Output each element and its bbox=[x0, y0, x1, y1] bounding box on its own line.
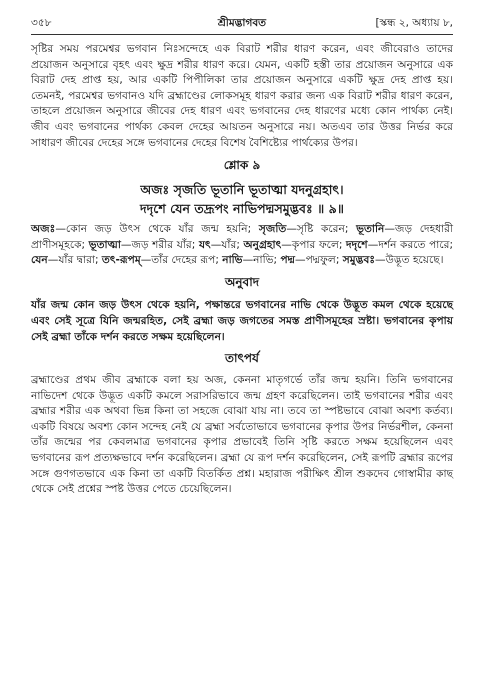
header-rule bbox=[31, 34, 453, 35]
intro-paragraph: সৃষ্টির সময় পরমেশ্বর ভগবান নিঃসন্দেহে এক বিরাট শরীর ধারণ করেন, এবং জীবেরাও তাদের প্রয়োজন অনুসারে বৃহৎ এবং ক্ষুদ্র শরীর ধারণ করে। যেমন, একটি হস্তী তার প্রয়োজন অনুসারে এক বিরাট দেহ প্রাপ্ত হয়, আর একটি পিপীলিকা তার প্রয়োজন অনুসারে একটি ক্ষুদ্র দেহ প্রাপ্ত হয়। তেমনই, পরমেশ্বর ভগবানও যদি ব্রহ্মাণ্ডের লোকসমূহ ধারণ করার জন্য এক বিরাট শরীর ধারণ করেন, তাহলে প্রয়োজন অনুসারে জীবের দেহ ধারণ এবং ভগবানের দেহ ধারণের মধ্যে কোন পার্থক্য নেই। জীব এবং ভগবানের পার্থক্য কেবল দেহের আয়তন অনুসারে নয়। অতএব তার উত্তর নির্ভর করে সাধারণ জীবের দেহের সঙ্গে ভগবানের দেহের বিশেষ বৈশিষ্ট্যের পার্থক্যের উপর। bbox=[31, 43, 453, 149]
synonym-word: সৃজতি bbox=[258, 223, 287, 236]
page-body bbox=[31, 42, 453, 498]
section-reference: [স্কন্ধ ২, অধ্যায় ৮, bbox=[375, 17, 453, 29]
synonym-word: অনুগ্রহাৎ bbox=[243, 238, 282, 251]
synonym-word: ভূতাত্মা bbox=[88, 238, 121, 251]
synonym-word: অজঃ bbox=[31, 223, 56, 236]
synonym-word: সমুদ্ভবঃ bbox=[342, 254, 375, 267]
synonym-word: দদৃশে bbox=[346, 238, 368, 251]
purport-text: ব্রহ্মাণ্ডের প্রথম জীব ব্রহ্মাকে বলা হয় অজ, কেননা মাতৃগর্ভে তাঁর জন্ম হয়নি। তিনি ভগবানের নাভিদেশ থেকে উদ্ভূত একটি কমলে সরাসরিভাবে জন্ম গ্রহণ করেছিলেন। তাই ভগবানের শরীর এবং ব্রহ্মার শরীর এক অথবা ভিন্ন কিনা তা সহজে বোঝা যায় না। তবে তা স্পষ্টভাবে বোঝা অবশ্য কর্তব্য। একটি বিষয়ে অবশ্য কোন সন্দেহ নেই যে ব্রহ্মা সর্বতোভাবে ভগবানের কৃপার উপর নির্ভরশীল, কেননা তাঁর জন্মের পর কেবলমাত্র ভগবানের কৃপার প্রভাবেই তিনি সৃষ্টি করতে সক্ষম হয়েছিলেন এবং ভগবানের রূপ প্রত্যক্ষভাবে দর্শন করেছিলেন। ব্রহ্মা যে রূপ দর্শন করেছিলেন, সেই রূপটি ব্রহ্মার রূপের সঙ্গে গুণগতভাবে এক কিনা তা একটি বিতর্কিত প্রশ্ন। মহারাজ পরীক্ষিৎ শ্রীল শুকদেব গোস্বামীর কাছ থেকে সেই প্রশ্নের স্পষ্ট উত্তর পেতে চেয়েছিলেন। bbox=[31, 373, 453, 496]
synonym-word: যেন bbox=[31, 254, 48, 267]
synonym-word: যৎ bbox=[198, 238, 211, 251]
synonym-meaning: জড় শরীর যাঁর bbox=[131, 238, 192, 251]
sloka-heading: শ্লোক ৯ bbox=[223, 158, 261, 173]
synonym-meaning: উদ্ভূত হয়েছে bbox=[385, 254, 440, 267]
synonym-word: ভূতানি bbox=[356, 223, 385, 236]
sloka-line-1: অজঃ সৃজতি ভূতানি ভূতাত্মা যদনুগ্রহাৎ। bbox=[140, 182, 344, 198]
synonym-meaning: তাঁর দেহের রূপ bbox=[151, 254, 216, 267]
sloka-line-2: দদৃশে যেন তদ্রূপং নাভিপদ্মসমুদ্ভবঃ ॥ ৯॥ bbox=[140, 201, 344, 217]
synonym-meaning: নাভি bbox=[253, 254, 274, 267]
synonym-meaning: যাঁর bbox=[221, 238, 237, 251]
synonym-meaning: দর্শন করতে পারে bbox=[378, 238, 450, 251]
book-title: শ্রীমদ্ভাগবত bbox=[217, 17, 267, 29]
translation-heading: অনুবাদ bbox=[224, 274, 260, 289]
synonym-meaning: যাঁর দ্বারা bbox=[58, 254, 95, 267]
purport-heading: তাৎপর্য bbox=[225, 350, 259, 365]
synonyms-paragraph: অজঃ—কোন জড় উৎস থেকে যাঁর জন্ম হয়নি; সৃজতি—সৃষ্টি করেন; ভূতানি—জড় দেহধারী প্রাণীসমূহকে; ভূতাত্মা—জড় শরীর যাঁর; যৎ—যাঁর; অনুগ্রহাৎ—কৃপার ফলে; দদৃশে—দর্শন করতে পারে; যেন—যাঁর দ্বারা; তৎ-রূপম্—তাঁর দেহের রূপ; নাভি—নাভি; পদ্ম—পদ্মফুল; সমুদ্ভবঃ—উদ্ভূত হয়েছে। bbox=[31, 223, 454, 267]
synonym-meaning: জড় দেহধারী প্রাণীসমূহকে bbox=[31, 223, 453, 251]
synonym-meaning: কৃপার ফলে bbox=[291, 238, 339, 251]
synonym-word: পদ্ম bbox=[280, 254, 296, 267]
synonym-meaning: পদ্মফুল bbox=[305, 254, 336, 267]
page-number: ৩৫৮ bbox=[31, 17, 52, 29]
synonym-word: তৎ-রূপম্ bbox=[101, 254, 141, 267]
synonym-meaning: সৃষ্টি করেন bbox=[296, 223, 345, 236]
translation-text: যাঁর জন্ম কোন জড় উৎস থেকে হয়নি, পক্ষান্তরে ভগবানের নাভি থেকে উদ্ভূত কমল থেকে হয়েছে এবং সেই সূত্রে যিনি জন্মরহিত, সেই ব্রহ্মা জড় জগতের সমস্ত প্রাণীসমূহের স্রষ্টা। ভগবানের কৃপায় সেই ব্রহ্মা তাঁকে দর্শন করতে সক্ষম হয়েছিলেন। bbox=[31, 298, 453, 343]
page-header bbox=[31, 16, 453, 34]
synonym-meaning: কোন জড় উৎস থেকে যাঁর জন্ম হয়নি bbox=[65, 223, 248, 236]
synonym-word: নাভি bbox=[222, 254, 243, 267]
